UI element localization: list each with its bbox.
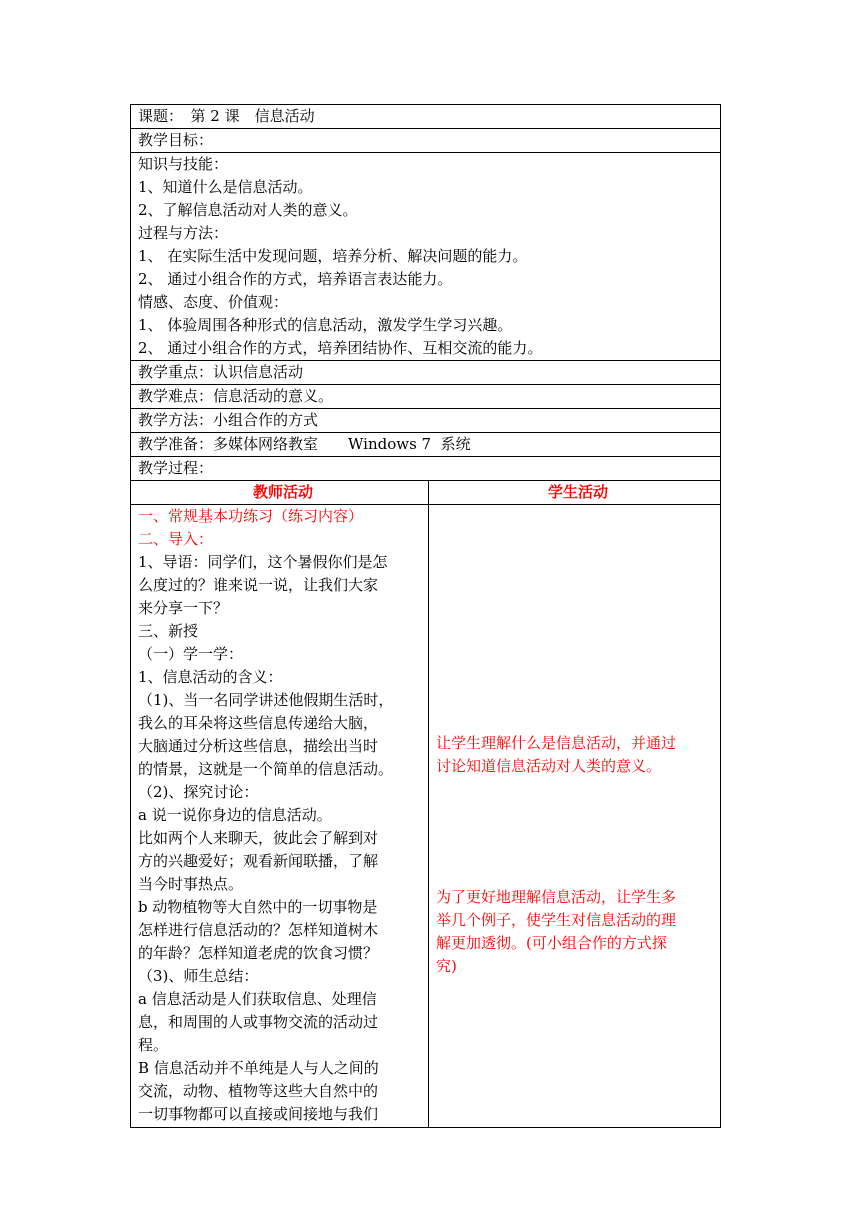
lesson-table — [130, 104, 721, 1128]
objective-line: 2、 通过小组合作的方式，培养团结协作、互相交流的能力。 — [138, 339, 543, 357]
student-note-line: 讨论知道信息活动对人类的意义。 — [436, 757, 662, 775]
preparation: 教学准备：多媒体网络教室 Windows 7 系统 — [131, 433, 721, 457]
teacher-line: 交流，动物、植物等这些大自然中的 — [138, 1082, 379, 1100]
teacher-line: 我么的耳朵将这些信息传递给大脑， — [138, 714, 379, 732]
objective-line: 1、 体验周围各种形式的信息活动，激发学生学习兴趣。 — [138, 316, 513, 334]
lesson-plan — [130, 104, 720, 1128]
teacher-line: 来分享一下？ — [138, 599, 229, 617]
teacher-line: 的情景，这就是一个简单的信息活动。 — [138, 760, 394, 778]
student-note-line: 举几个例子，使学生对信息活动的理 — [436, 911, 677, 929]
teacher-line: B 信息活动并不单纯是人与人之间的 — [138, 1059, 379, 1077]
teacher-line: 方的兴趣爱好；观看新闻联播，了解 — [138, 852, 379, 870]
teacher-line: 怎样进行信息活动的？怎样知道树木 — [138, 921, 379, 939]
teaching-method: 教学方法：小组合作的方式 — [131, 409, 721, 433]
student-note-line: 为了更好地理解信息活动，让学生多 — [436, 888, 677, 906]
student-note-line: 让学生理解什么是信息活动，并通过 — [436, 734, 677, 752]
teacher-column-header: 教师活动 — [131, 481, 429, 505]
teacher-line: a 说一说你身边的信息活动。 — [138, 806, 332, 824]
teacher-line: 三、新授 — [138, 622, 199, 640]
objective-line: 1、知道什么是信息活动。 — [138, 178, 313, 196]
student-note-line: 究) — [436, 957, 457, 975]
objective-line: 2、了解信息活动对人类的意义。 — [138, 201, 358, 219]
objective-line: 2、 通过小组合作的方式，培养语言表达能力。 — [138, 270, 453, 288]
teacher-line: （1)、当一名同学讲述他假期生活时， — [138, 691, 394, 709]
objective-line: 情感、态度、价值观： — [138, 293, 289, 311]
teacher-line: （一）学一学： — [138, 645, 244, 663]
teacher-line: 当今时事热点。 — [138, 875, 244, 893]
teacher-line: 息，和周围的人或事物交流的活动过 — [138, 1013, 379, 1031]
teacher-line: 的年龄？怎样知道老虎的饮食习惯？ — [138, 944, 379, 962]
objectives-cell — [131, 153, 721, 361]
difficulty: 教学难点：信息活动的意义。 — [131, 385, 721, 409]
student-column-header: 学生活动 — [429, 481, 721, 505]
teacher-line: 1、导语：同学们，这个暑假你们是怎 — [138, 553, 388, 571]
teacher-activity-cell — [131, 505, 429, 1128]
teacher-line: 大脑通过分析这些信息，描绘出当时 — [138, 737, 379, 755]
teacher-line: 程。 — [138, 1036, 169, 1054]
student-activity-cell — [429, 505, 721, 1128]
teacher-line: 一切事物都可以直接或间接地与我们 — [138, 1105, 379, 1123]
section-heading: 一、常规基本功练习（练习内容） — [138, 507, 364, 525]
teacher-line: 1、信息活动的含义： — [138, 668, 283, 686]
teacher-line: b 动物植物等大自然中的一切事物是 — [138, 898, 378, 916]
teacher-line: （3)、师生总结： — [138, 967, 259, 985]
student-note-line: 解更加透彻。(可小组合作的方式探 — [436, 934, 667, 952]
process-label: 教学过程： — [131, 457, 721, 481]
objective-line: 过程与方法： — [138, 224, 229, 242]
objective-line: 1、 在实际生活中发现问题，培养分析、解决问题的能力。 — [138, 247, 528, 265]
objective-line: 知识与技能： — [138, 155, 229, 173]
section-heading: 二、导入： — [138, 530, 214, 548]
objectives-label: 教学目标： — [131, 129, 721, 153]
teacher-line: 么度过的？谁来说一说，让我们大家 — [138, 576, 379, 594]
teacher-line: 比如两个人来聊天，彼此会了解到对 — [138, 829, 379, 847]
lesson-title: 课题： 第 2 课 信息活动 — [131, 105, 721, 129]
key-point: 教学重点：认识信息活动 — [131, 361, 721, 385]
teacher-line: a 信息活动是人们获取信息、处理信 — [138, 990, 377, 1008]
teacher-line: （2)、探究讨论： — [138, 783, 259, 801]
